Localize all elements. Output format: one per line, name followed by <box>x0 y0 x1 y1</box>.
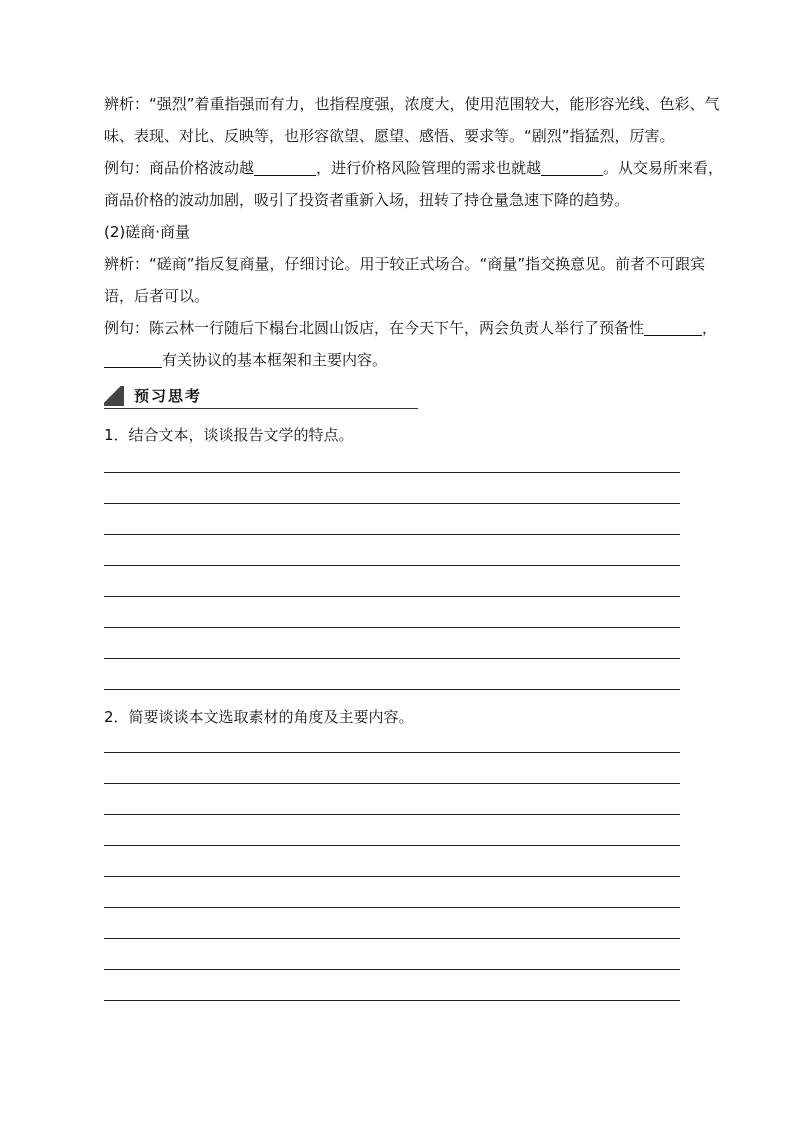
example-text-1c: 。从交易所来看，商品价格的波动加剧，吸引了投资者重新入场，扭转了持仓量急速下降的趋势。 <box>104 159 724 209</box>
answer-line[interactable] <box>104 969 680 970</box>
answer-line[interactable] <box>104 876 680 877</box>
example-text-2c: 有关协议的基本框架和主要内容。 <box>162 351 388 369</box>
fill-blank-4[interactable] <box>104 347 162 368</box>
answer-line[interactable] <box>104 814 680 815</box>
answer-lines-1 <box>104 472 680 720</box>
text-body <box>104 88 724 376</box>
analysis-text-1: 辨析：“强烈”着重指强而有力，也指程度强，浓度大，使用范围较大，能形容光线、色彩、气味、表现、对比、反映等，也形容欲望、愿望、感悟、要求等。“剧烈”指猛烈，厉害。 <box>104 95 720 145</box>
question-2: 2．简要谈谈本文选取素材的角度及主要内容。 <box>104 708 414 726</box>
section-title: 预习思考 <box>134 387 203 405</box>
analysis-paragraph-1 <box>104 88 724 152</box>
answer-line[interactable] <box>104 472 680 473</box>
example-text-2b: ， <box>702 319 718 337</box>
subheading-2: (2)磋商·商量 <box>104 223 191 241</box>
example-text-2a: 例句：陈云林一行随后下榻台北圆山饭店，在今天下午，两会负责人举行了预备性 <box>104 319 645 337</box>
analysis-paragraph-2: 辨析：“磋商”指反复商量，仔细讨论。用于较正式场合。“商量”指交换意见。前者不可跟宾语，后者可以。 <box>104 255 706 305</box>
question-1: 1．结合文本，谈谈报告文学的特点。 <box>104 426 354 444</box>
example-text-1a: 例句：商品价格波动越 <box>104 159 255 177</box>
answer-line[interactable] <box>104 565 680 566</box>
answer-line[interactable] <box>104 752 680 753</box>
answer-line[interactable] <box>104 907 680 908</box>
answer-line[interactable] <box>104 783 680 784</box>
answer-line[interactable] <box>104 627 680 628</box>
section-header <box>104 386 418 409</box>
example-text-1b: ，进行价格风险管理的需求也就越 <box>316 159 542 177</box>
fill-blank-3[interactable] <box>644 315 702 336</box>
corner-stripe-icon <box>104 386 124 406</box>
answer-line[interactable] <box>104 534 680 535</box>
example-paragraph-1 <box>104 152 724 216</box>
answer-line[interactable] <box>104 845 680 846</box>
answer-line[interactable] <box>104 938 680 939</box>
answer-lines-2 <box>104 752 680 1031</box>
answer-line[interactable] <box>104 658 680 659</box>
answer-line[interactable] <box>104 596 680 597</box>
example-paragraph-2 <box>104 312 724 376</box>
answer-line[interactable] <box>104 689 680 690</box>
fill-blank-2[interactable] <box>541 155 603 176</box>
answer-line[interactable] <box>104 503 680 504</box>
fill-blank-1[interactable] <box>254 155 316 176</box>
answer-line[interactable] <box>104 1000 680 1001</box>
